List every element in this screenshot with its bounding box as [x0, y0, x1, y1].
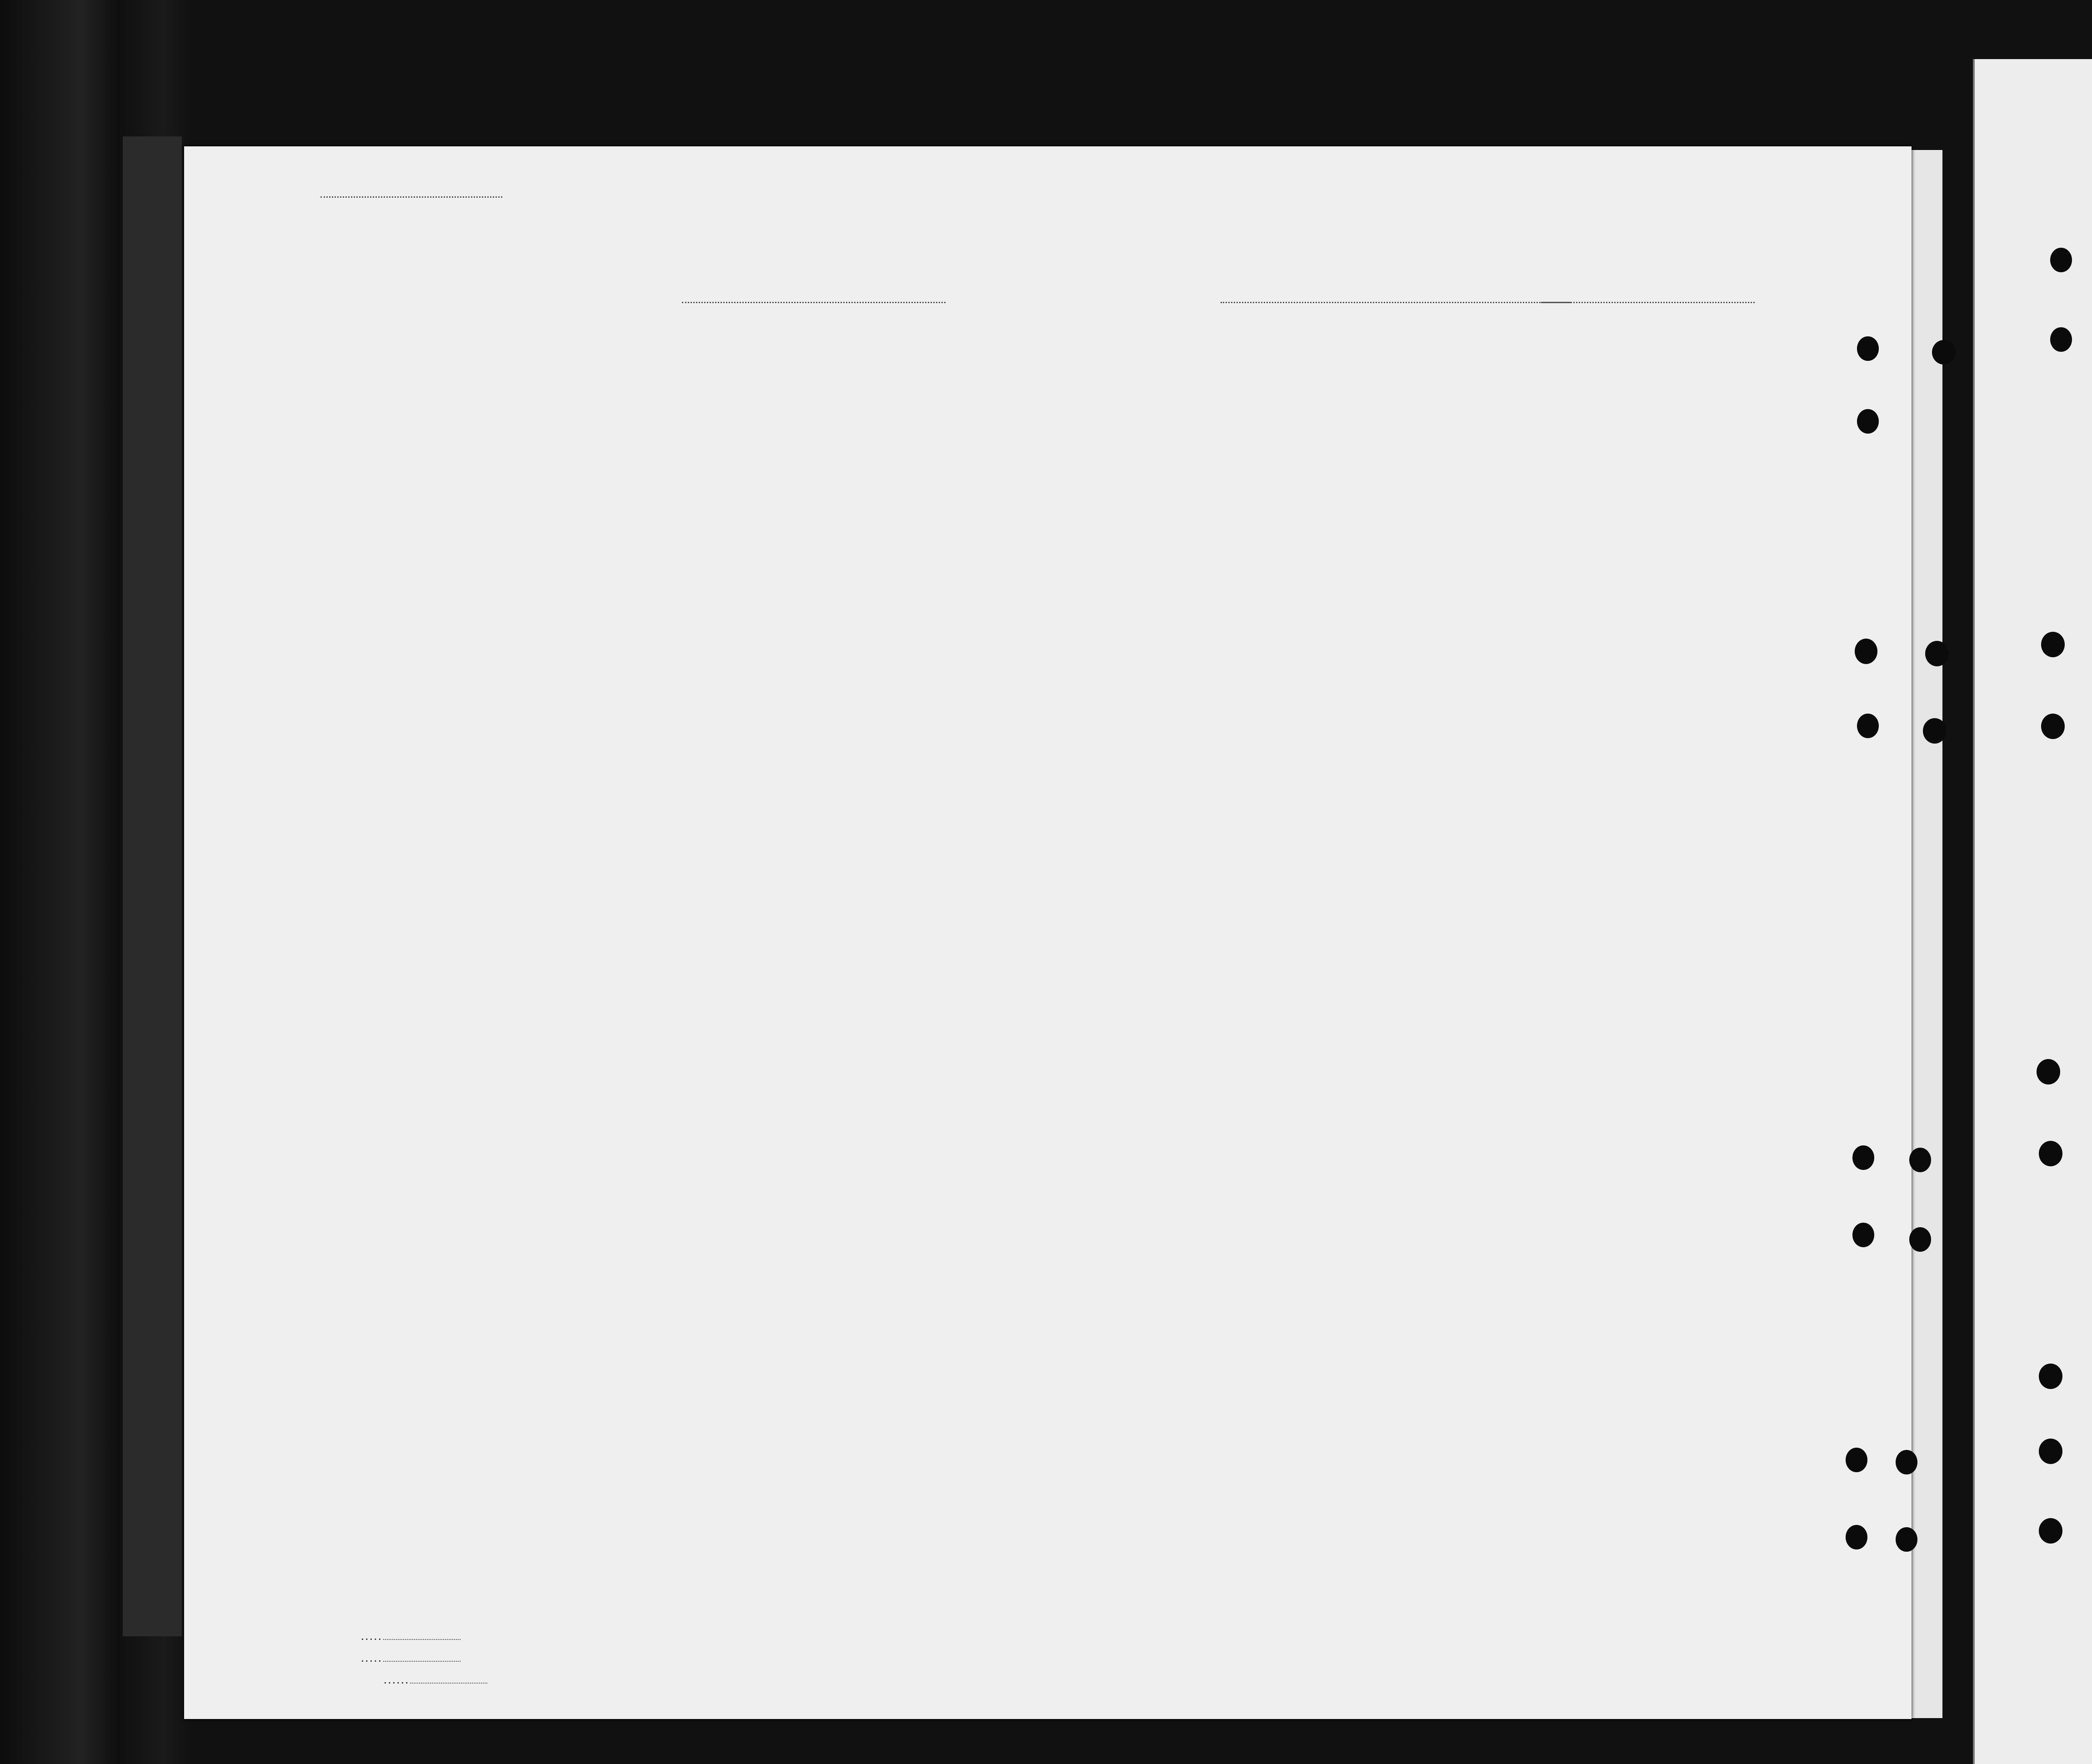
binder-hole	[1852, 1145, 1874, 1170]
binder-hole	[1857, 336, 1879, 361]
binder-hole	[2039, 1518, 2062, 1544]
footer-us-citizens: . . . . .	[361, 1654, 460, 1664]
binder-hole	[2050, 248, 2072, 272]
binder-hole	[1925, 641, 1949, 666]
footer-total-passengers: . . . . .	[361, 1633, 460, 1643]
binder-hole	[2037, 1059, 2060, 1084]
binder-hole	[1852, 1223, 1874, 1247]
binder-hole	[1909, 1148, 1931, 1172]
binder-hole	[1909, 1227, 1931, 1252]
binder-hole	[2039, 1364, 2062, 1389]
binder-hole	[2039, 1141, 2062, 1166]
footer-aliens: . . . . . .	[384, 1676, 487, 1686]
manifest-sheet	[184, 146, 1912, 1719]
binder-hole	[2041, 632, 2065, 657]
binder-hole	[2041, 714, 2065, 739]
binder-hole	[1896, 1527, 1917, 1552]
left-edge-strip	[123, 136, 182, 1636]
binder-hole	[2039, 1439, 2062, 1464]
binder-hole	[1932, 340, 1956, 365]
binder-hole	[1857, 714, 1879, 738]
binder-hole	[2050, 327, 2072, 352]
binder-hole	[1846, 1448, 1867, 1472]
adjacent-sheet	[1973, 59, 2092, 1764]
binder-hole	[1896, 1450, 1917, 1474]
binder-hole	[1923, 718, 1947, 744]
binder-hole	[1857, 409, 1879, 434]
manifest-grid	[184, 146, 1912, 1719]
binder-hole	[1846, 1525, 1867, 1549]
binder-hole	[1855, 639, 1877, 664]
